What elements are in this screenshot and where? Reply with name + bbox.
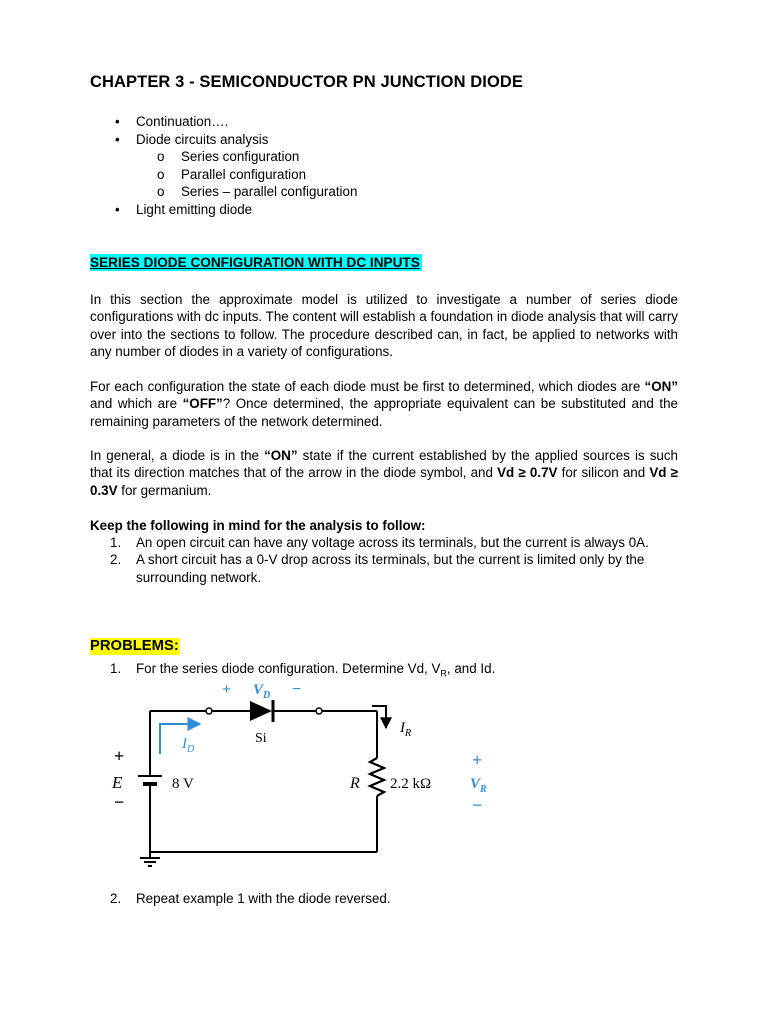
e-plus: + bbox=[114, 746, 125, 766]
svg-text:VD: $V_D$ bbox=[253, 682, 271, 701]
problem-2: 2. Repeat example 1 with the diode reversed. bbox=[110, 891, 391, 906]
topic-item: • Light emitting diode bbox=[115, 201, 253, 217]
intro-paragraph: In this section the approximate model is utilized to investigate a number of series diode configurations with dc inputs. The content will establish a foundation in diode analysis that will carry over into the sections to follow. The procedure described can, in fact, be applied to networks with any number of diodes in a variety of configurations. bbox=[90, 292, 678, 359]
id-label: I bbox=[182, 736, 187, 752]
vr-minus: − bbox=[472, 795, 483, 815]
r-label: R bbox=[350, 775, 360, 792]
topic-subitem: o Series – parallel configuration bbox=[157, 184, 358, 200]
vr-label: V bbox=[470, 776, 481, 792]
problem-1: 1. For the series diode configuration. Determine Vd, $V_R$, and Id. bbox=[110, 661, 496, 679]
keep-in-mind-list bbox=[90, 534, 680, 586]
resistor-symbol bbox=[370, 758, 384, 796]
vr-plus: + bbox=[472, 750, 483, 770]
svg-text:VR: $V_R$ bbox=[470, 776, 487, 795]
source-value: 8 V bbox=[172, 776, 194, 792]
bullet: • bbox=[115, 131, 120, 147]
keep-in-mind-heading: Keep the following in mind for the analysis to follow: bbox=[90, 518, 426, 533]
svg-text:ID: $I_D$ bbox=[182, 736, 195, 755]
ir-arrow bbox=[372, 706, 386, 728]
vd-label: V bbox=[253, 682, 264, 698]
ir-label: I bbox=[400, 720, 405, 736]
topic-list bbox=[90, 113, 357, 219]
chapter-title: CHAPTER 3 - SEMICONDUCTOR PN JUNCTION DIODE bbox=[90, 73, 524, 91]
vd-minus: − bbox=[292, 681, 302, 698]
list-item: 1. An open circuit can have any voltage across its terminals, but the current is always 0A. bbox=[110, 535, 649, 550]
topic-item: • Diode circuits analysis bbox=[115, 131, 269, 147]
r-value: 2.2 kΩ bbox=[390, 776, 432, 792]
bullet: • bbox=[115, 201, 120, 217]
topic-subitem: o Parallel configuration bbox=[157, 166, 307, 182]
si-label: Si bbox=[255, 731, 267, 746]
terminal-node bbox=[206, 708, 212, 714]
topic-item: • Continuation…. bbox=[115, 114, 229, 129]
list-item: 2. A short circuit has a 0-V drop across its terminals, but the current is limited only by the surrounding network. bbox=[110, 552, 645, 585]
on-state-paragraph: In general, a diode is in the “ON” state if the current established by the applied sources is such that its direction matches that of the arrow in the diode symbol, and Vd ≥ 0.7V for silicon and Vd ≥ 0.3V for germanium. bbox=[90, 448, 678, 498]
problems-heading: PROBLEMS: bbox=[90, 638, 179, 654]
vd-plus: + bbox=[222, 681, 232, 698]
e-label: E bbox=[112, 773, 123, 792]
topic-subitem: o Series configuration bbox=[157, 149, 300, 165]
sub-bullet: o bbox=[157, 184, 165, 200]
diode-symbol bbox=[250, 701, 272, 721]
state-paragraph: For each configuration the state of each diode must be first to determined, which diodes are “ON” and which are “OFF”? Once determined, the appropriate equivalent can be substituted and the remaining parameters of the network determined. bbox=[90, 379, 678, 429]
section-heading: SERIES DIODE CONFIGURATION WITH DC INPUTS bbox=[90, 255, 420, 270]
terminal-node bbox=[316, 708, 322, 714]
svg-text:IR: $I_R$ bbox=[400, 720, 412, 739]
e-minus: − bbox=[114, 792, 125, 812]
sub-bullet: o bbox=[157, 166, 165, 182]
sub-bullet: o bbox=[157, 149, 165, 165]
bullet: • bbox=[115, 114, 120, 129]
series-diode-circuit bbox=[100, 676, 500, 872]
